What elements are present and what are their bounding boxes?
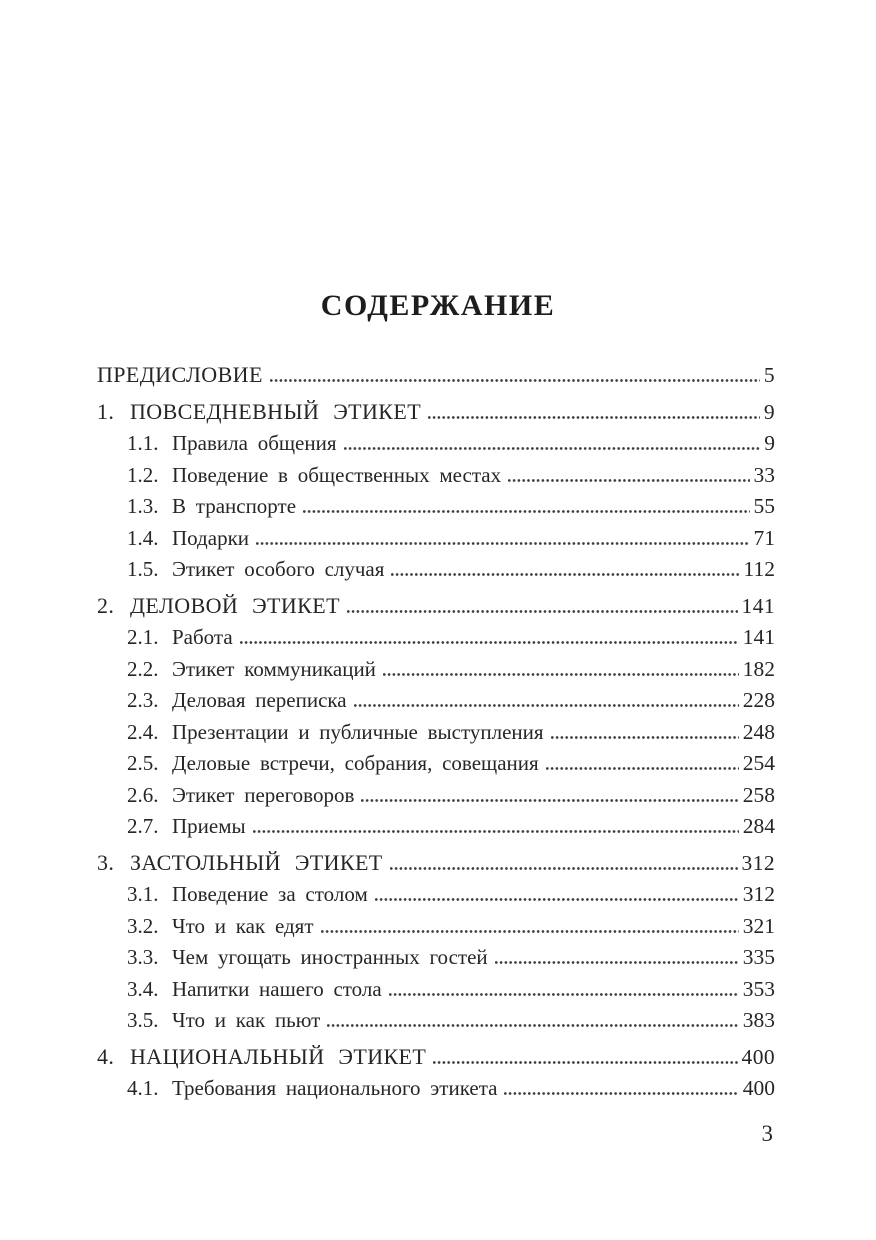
toc-entry-number: 3.4. [127,976,159,1001]
toc-entry-number: 2.5. [127,751,159,775]
dot-leader [253,830,739,833]
toc-row [97,811,775,843]
toc-entry-page: 141 [741,593,775,618]
toc-entry-page: 141 [742,625,775,649]
toc-entry-number: 2.4. [127,719,159,744]
toc-entry-label: ПРЕДИСЛОВИЕ [97,362,263,387]
toc-entry-label: ЗАСТОЛЬНЫЙ ЭТИКЕТ [130,849,383,875]
dot-leader [508,479,749,482]
dot-leader [344,447,761,450]
toc-entry-page: 182 [742,656,775,681]
toc-row [97,717,775,749]
toc-entry-label: Этикет коммуникаций [172,656,376,681]
toc-row [97,359,775,392]
toc-entry-page: 335 [742,945,775,969]
toc-entry-number: 1.4. [127,525,159,550]
toc-entry-page: 258 [742,782,775,807]
dot-leader [504,1092,738,1095]
toc-row [97,685,775,717]
dot-leader [270,379,760,382]
toc-entry-number: 3. [97,849,115,875]
dot-leader [551,736,739,739]
toc-row [97,491,775,523]
toc-entry-label: ДЕЛОВОЙ ЭТИКЕТ [130,592,340,618]
dot-leader [303,510,749,513]
toc-entry-label: Работа [172,625,233,649]
dot-leader [433,1061,737,1064]
dot-leader [321,930,739,933]
toc-entry-page: 312 [742,882,775,906]
toc-row [97,396,775,429]
toc-entry-label: Чем угощать иностранных гостей [172,945,488,969]
dot-leader [256,542,749,545]
toc-entry-number: 4. [97,1043,115,1069]
toc-entry-label: Приемы [172,814,246,838]
toc-entry-number: 2.3. [127,688,159,712]
toc-entry-page: 33 [753,462,775,487]
toc-entry-page: 284 [742,814,775,838]
toc-row [97,1041,775,1074]
toc-entry-page: 55 [753,494,775,518]
dot-leader [390,867,738,870]
toc-entry-number: 2.2. [127,656,159,681]
toc-entry-label: Презентации и публичные выступления [172,719,544,744]
toc-entry-number: 2.1. [127,625,159,649]
toc-entry-label: ПОВСЕДНЕВНЫЙ ЭТИКЕТ [130,398,422,424]
dot-leader [327,1024,738,1027]
toc-entry-label: Этикет переговоров [172,782,355,807]
toc-entry-page: 312 [741,850,775,875]
toc-entry-page: 248 [742,719,775,744]
toc-row [97,428,775,460]
toc-entry-label: Деловая переписка [172,688,347,712]
toc-entry-page: 5 [763,363,775,387]
toc-entry-label: НАЦИОНАЛЬНЫЙ ЭТИКЕТ [130,1043,427,1069]
table-of-contents [97,359,775,1105]
toc-entry-number: 1.5. [127,557,159,581]
toc-entry-page: 400 [741,1044,775,1069]
toc-row [97,942,775,974]
toc-row [97,911,775,943]
toc-entry-number: 2. [97,592,115,618]
toc-row [97,554,775,586]
toc-entry-page: 321 [742,913,775,938]
toc-row [97,780,775,812]
toc-row [97,847,775,880]
dot-leader [361,799,738,802]
toc-row [97,748,775,780]
toc-entry-label: Поведение за столом [172,882,368,906]
toc-entry-page: 228 [742,688,775,712]
toc-entry-number: 3.5. [127,1008,159,1032]
toc-row [97,879,775,911]
toc-entry-page: 9 [763,399,775,424]
toc-entry-page: 254 [742,751,775,775]
toc-row [97,590,775,623]
folio-page-number: 3 [761,1120,773,1146]
toc-entry-label: Правила общения [172,431,337,455]
toc-entry-number: 2.7. [127,814,159,838]
toc-entry-page: 400 [742,1076,775,1100]
toc-entry-number: 1. [97,398,115,424]
toc-entry-page: 71 [753,525,775,550]
page-title: СОДЕРЖАНИЕ [320,289,556,322]
dot-leader [391,573,739,576]
dot-leader [389,993,739,996]
toc-row [97,1005,775,1037]
dot-leader [428,416,760,419]
toc-entry-number: 3.1. [127,882,159,906]
toc-row [97,622,775,654]
dot-leader [347,610,738,613]
toc-row [97,460,775,492]
toc-entry-page: 112 [743,557,775,581]
toc-entry-label: Подарки [172,525,250,550]
toc-entry-number: 1.2. [127,462,159,487]
toc-entry-label: Требования национального этикета [172,1076,498,1100]
toc-entry-number: 3.3. [127,945,159,969]
toc-entry-label: В транспорте [172,494,297,518]
dot-leader [546,767,739,770]
toc-entry-number: 2.6. [127,782,159,807]
toc-row [97,523,775,555]
toc-entry-page: 9 [764,431,775,455]
toc-row [97,1073,775,1105]
toc-entry-number: 1.3. [127,494,159,518]
toc-entry-label: Напитки нашего стола [172,976,382,1001]
toc-row [97,654,775,686]
toc-entry-number: 3.2. [127,913,159,938]
toc-entry-number: 1.1. [127,431,159,455]
dot-leader [495,961,739,964]
dot-leader [375,898,739,901]
toc-entry-page: 383 [742,1008,775,1032]
toc-entry-number: 4.1. [127,1076,159,1100]
toc-entry-label: Этикет особого случая [172,557,385,581]
toc-entry-label: Деловые встречи, собрания, совещания [172,751,539,775]
toc-entry-label: Поведение в общественных местах [172,462,502,487]
dot-leader [240,641,739,644]
dot-leader [383,673,739,676]
toc-entry-label: Что и как едят [172,913,314,938]
toc-entry-page: 353 [742,976,775,1001]
toc-row [97,974,775,1006]
toc-entry-label: Что и как пьют [172,1008,321,1032]
dot-leader [354,704,739,707]
